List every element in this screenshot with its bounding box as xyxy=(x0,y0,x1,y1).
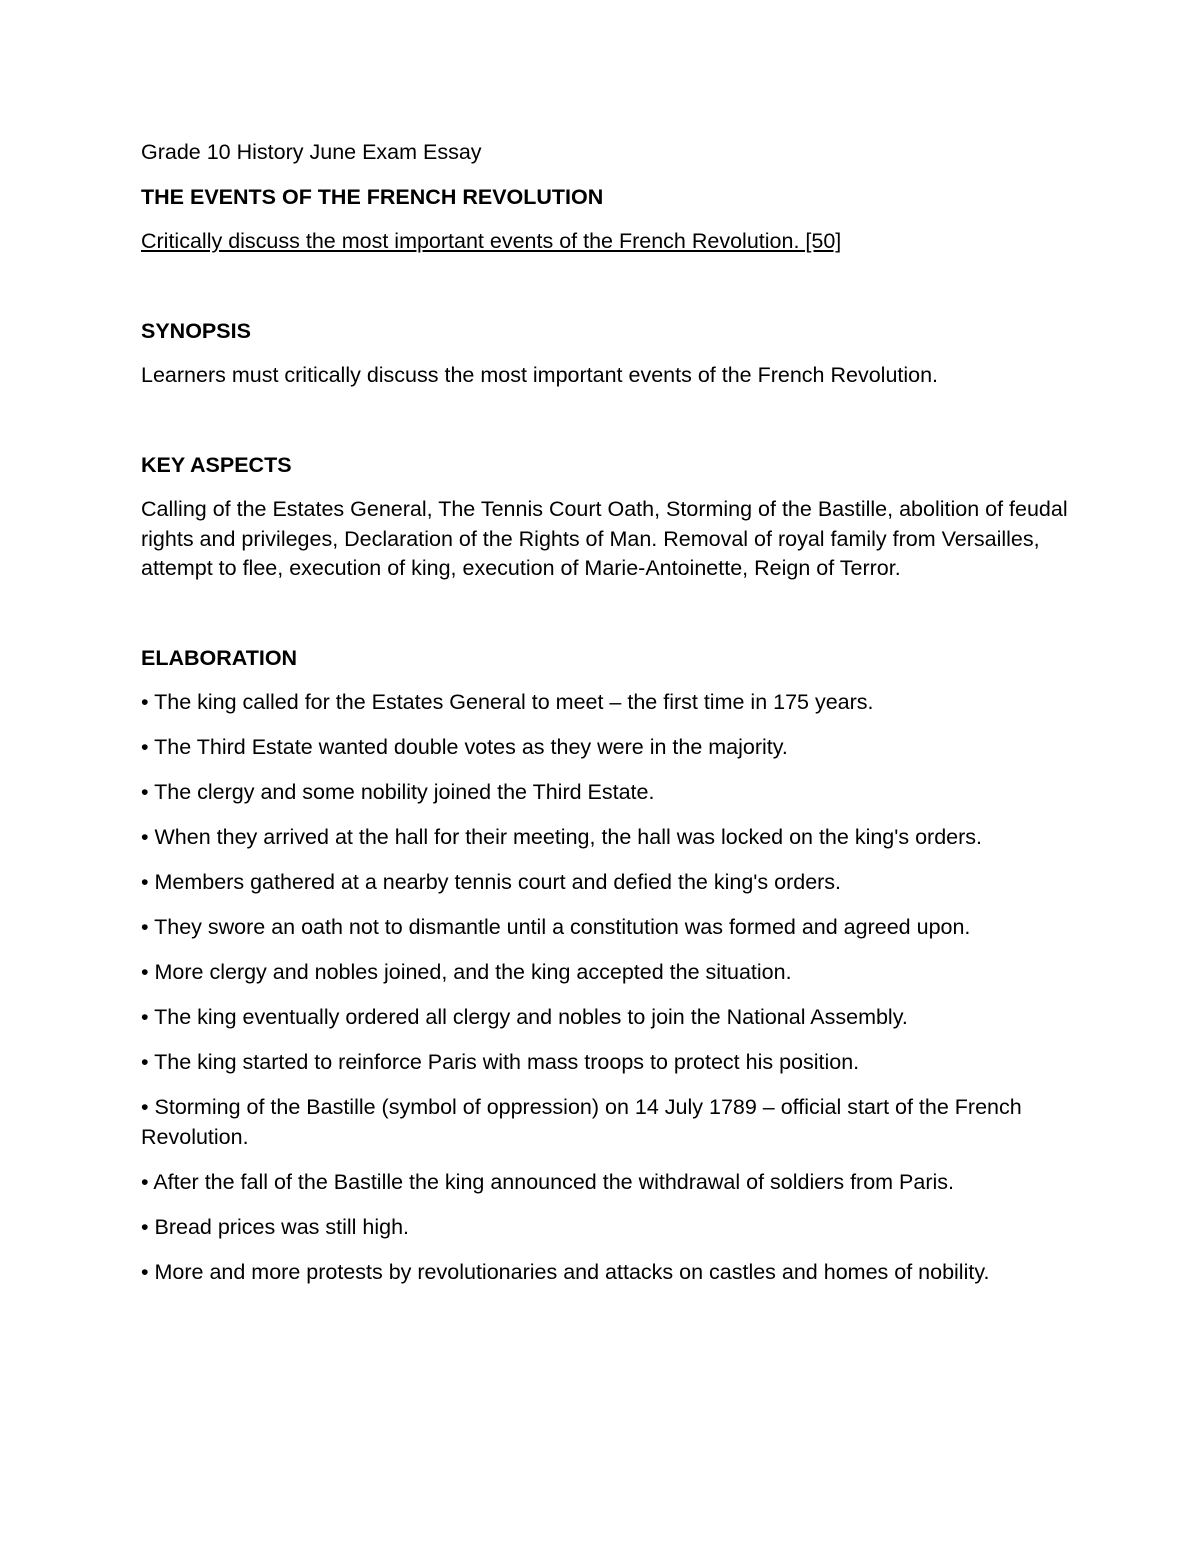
elaboration-list xyxy=(141,688,1071,1287)
list-item: • Bread prices was still high. xyxy=(141,1214,410,1239)
list-item: • The king started to reinforce Paris with mass troops to protect his position. xyxy=(141,1050,860,1074)
list-item: • When they arrived at the hall for their meeting, the hall was locked on the king's orders. xyxy=(141,825,983,849)
document-page xyxy=(141,138,1071,1303)
list-item: • The Third Estate wanted double votes as they were in the majority. xyxy=(141,735,788,759)
list-item: • They swore an oath not to dismantle until a constitution was formed and agreed upon. xyxy=(141,915,971,939)
essay-prompt: Critically discuss the most important events of the French Revolution. [50] xyxy=(141,229,842,253)
elaboration-heading: ELABORATION xyxy=(141,645,298,670)
list-item: • The king eventually ordered all clergy and nobles to join the National Assembly. xyxy=(141,1005,908,1029)
document-subtitle: Grade 10 History June Exam Essay xyxy=(141,140,482,164)
list-item: • The king called for the Estates General to meet – the first time in 175 years. xyxy=(141,690,874,714)
list-item: • More and more protests by revolutionaries and attacks on castles and homes of nobility. xyxy=(141,1259,990,1284)
key-aspects-text: Calling of the Estates General, The Tennis Court Oath, Storming of the Bastille, abolition of feudal rights and privileges, Declaration of the Rights of Man. Removal of royal family from Versailles, attempt to flee, execution of king, execution of Marie-Antoinette, Reign of Terror. xyxy=(141,497,1068,580)
synopsis-heading: SYNOPSIS xyxy=(141,318,251,343)
key-aspects-heading: KEY ASPECTS xyxy=(141,452,292,477)
list-item: • More clergy and nobles joined, and the king accepted the situation. xyxy=(141,960,792,984)
list-item: • Members gathered at a nearby tennis court and defied the king's orders. xyxy=(141,870,842,894)
list-item: • After the fall of the Bastille the king announced the withdrawal of soldiers from Paris. xyxy=(141,1169,955,1194)
list-item: • The clergy and some nobility joined the Third Estate. xyxy=(141,780,655,804)
list-item: • Storming of the Bastille (symbol of oppression) on 14 July 1789 – official start of the French Revolution. xyxy=(141,1095,1022,1149)
document-title: THE EVENTS OF THE FRENCH REVOLUTION xyxy=(141,184,604,209)
synopsis-text: Learners must critically discuss the most important events of the French Revolution. xyxy=(141,363,939,387)
